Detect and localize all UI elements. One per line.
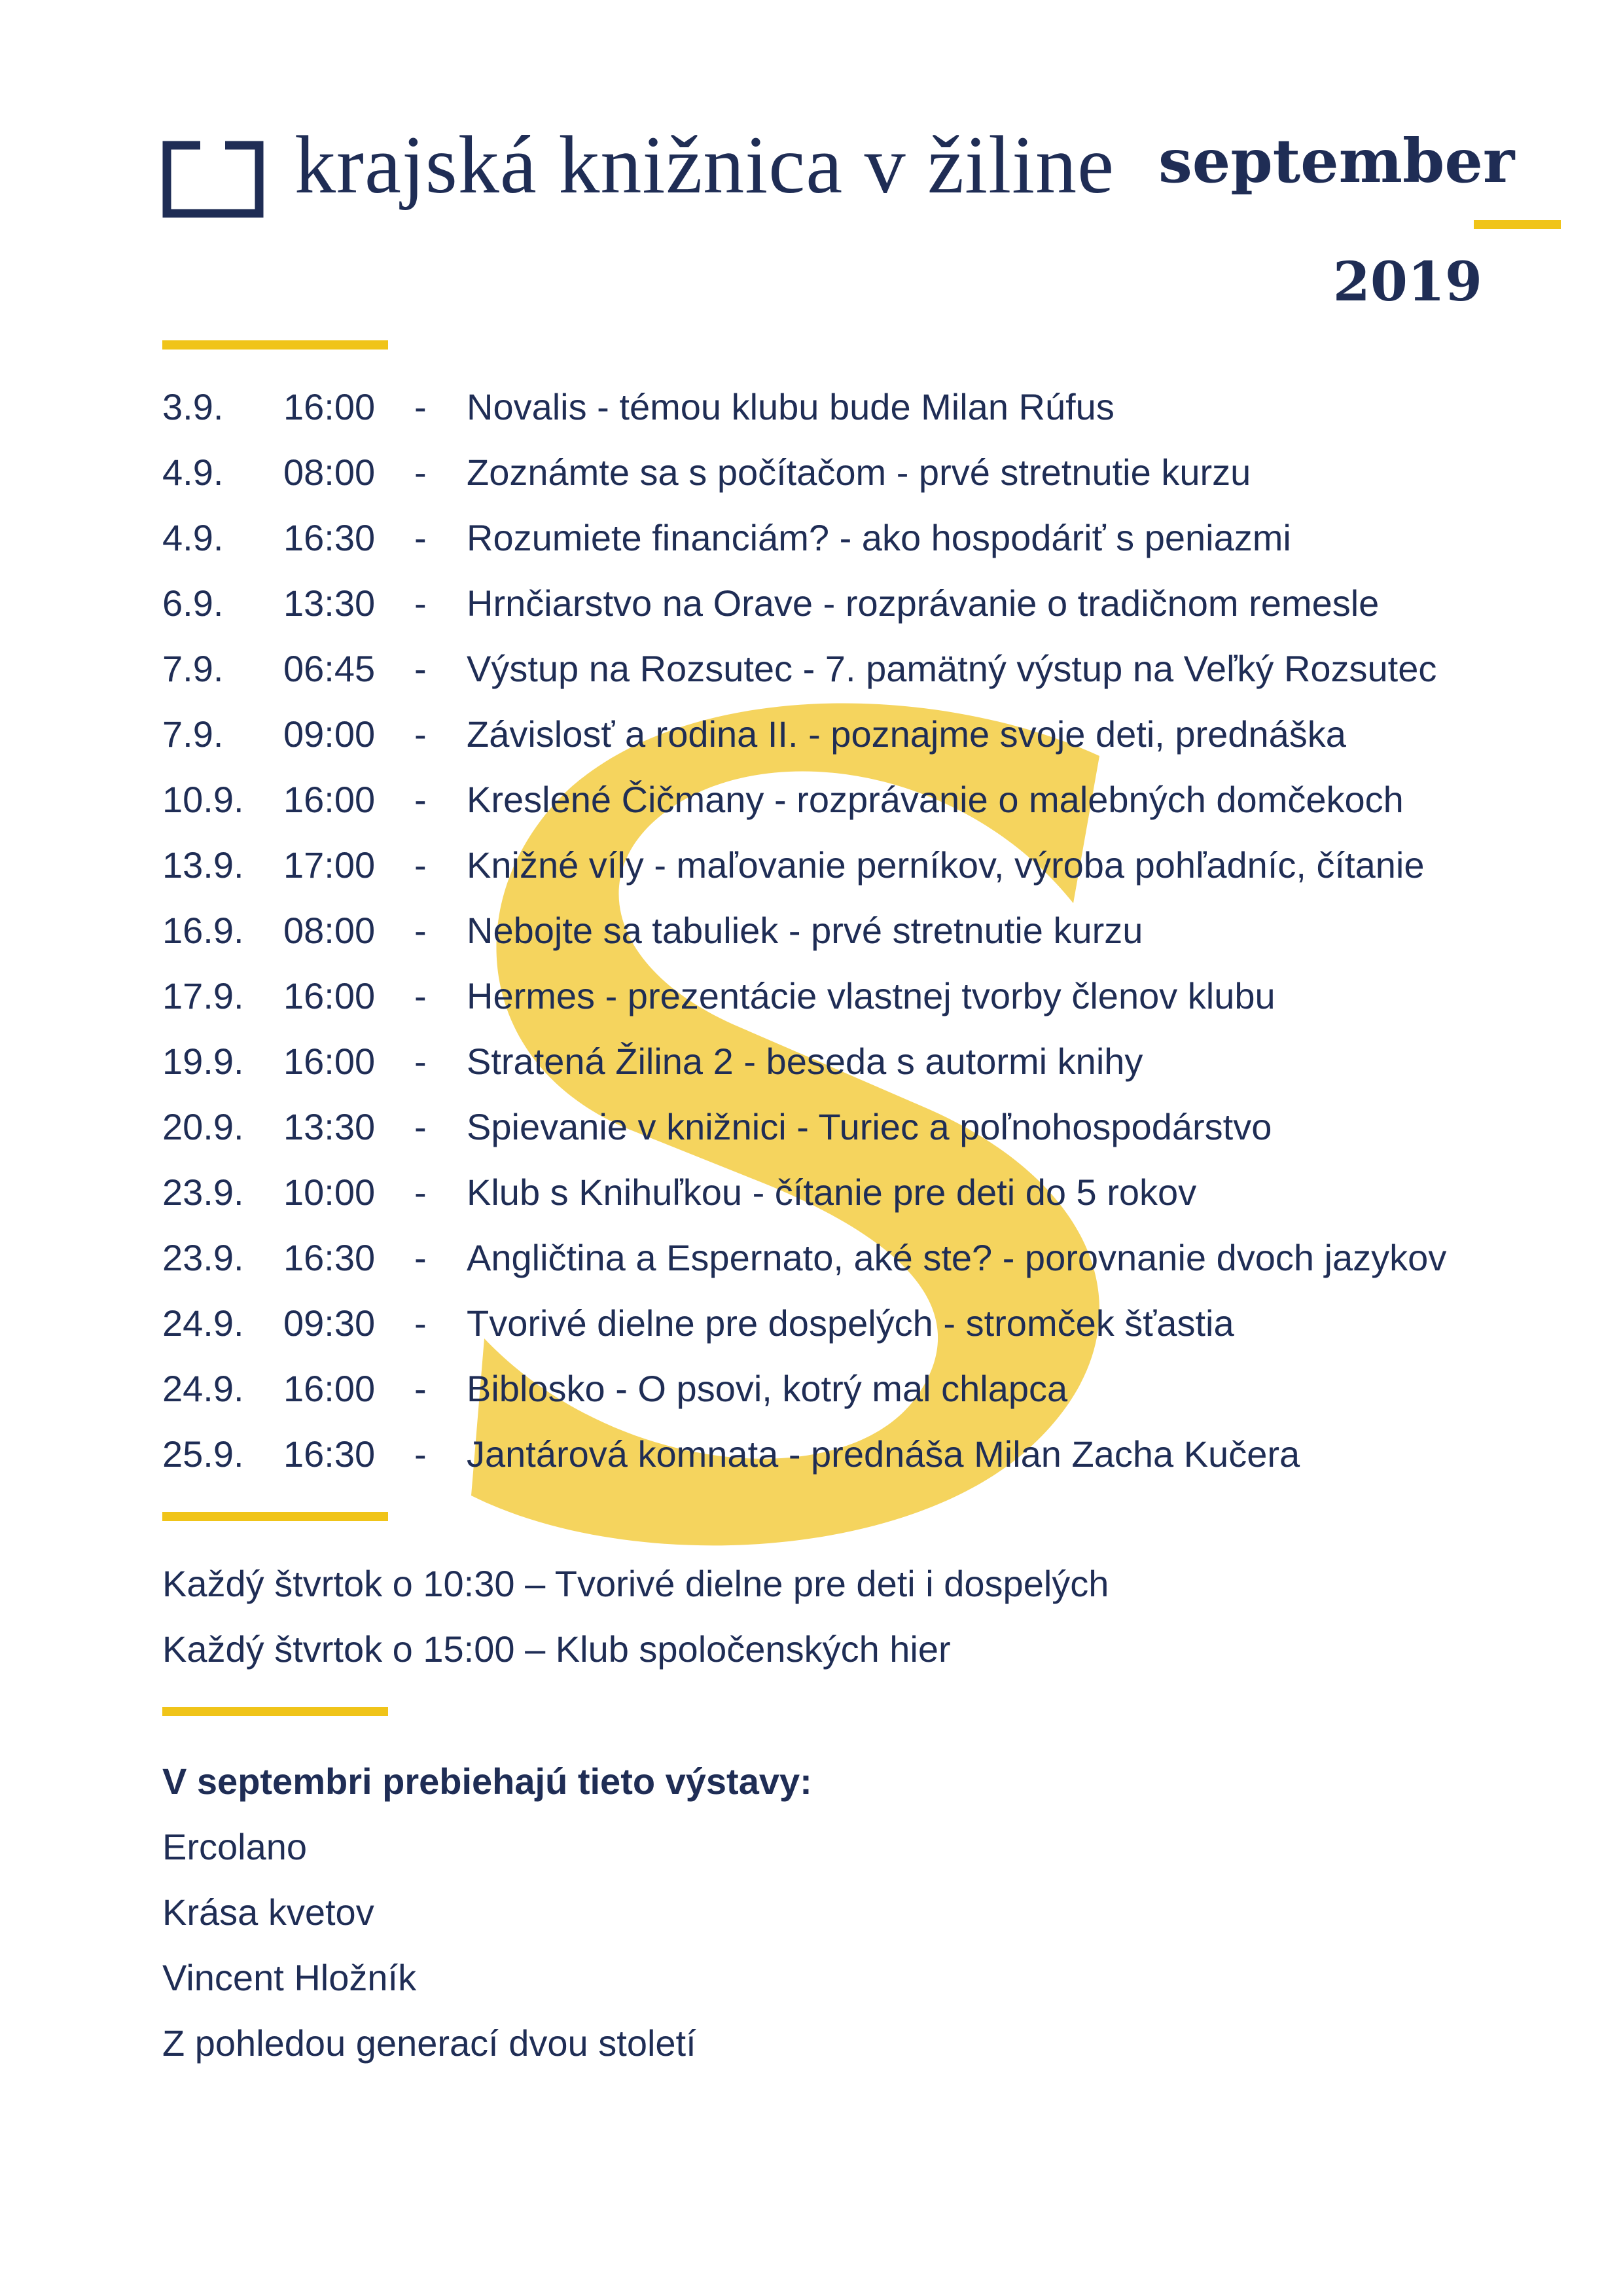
event-row (162, 1225, 1446, 1291)
event-time: 16:30 (283, 517, 376, 558)
event-row (162, 636, 1446, 702)
event-date: 25.9. (162, 1433, 244, 1475)
event-separator: - (414, 1041, 427, 1082)
event-row (162, 898, 1446, 963)
event-date: 6.9. (162, 583, 224, 624)
event-row (162, 1422, 1446, 1487)
month-underline (1474, 220, 1561, 229)
event-separator: - (414, 1106, 427, 1147)
exhibition-item: Krása kvetov (162, 1892, 374, 1933)
event-separator: - (414, 452, 427, 493)
event-row (162, 702, 1446, 767)
event-time: 17:00 (283, 844, 376, 886)
event-time: 08:00 (283, 452, 376, 493)
event-time: 10:00 (283, 1172, 376, 1213)
event-row (162, 440, 1446, 505)
event-date: 7.9. (162, 713, 224, 755)
event-time: 09:30 (283, 1302, 376, 1344)
event-date: 3.9. (162, 386, 224, 427)
event-title: Novalis - témou klubu bude Milan Rúfus (467, 386, 1115, 427)
event-separator: - (414, 713, 427, 755)
event-time: 16:00 (283, 975, 376, 1016)
event-title: Hrnčiarstvo na Orave - rozprávanie o tradičnom remesle (467, 583, 1380, 624)
event-time: 08:00 (283, 910, 376, 951)
event-separator: - (414, 779, 427, 820)
event-title: Kreslené Čičmany - rozprávanie o malebných domčekoch (467, 779, 1404, 820)
event-time: 16:00 (283, 386, 376, 427)
month-label: september (1158, 126, 1515, 196)
event-separator: - (414, 910, 427, 951)
event-time: 16:00 (283, 779, 376, 820)
event-title: Výstup na Rozsutec - 7. pamätný výstup na Veľký Rozsutec (467, 648, 1437, 689)
event-time: 13:30 (283, 1106, 376, 1147)
event-time: 16:30 (283, 1433, 376, 1475)
event-date: 23.9. (162, 1237, 244, 1278)
event-date: 20.9. (162, 1106, 244, 1147)
event-date: 24.9. (162, 1302, 244, 1344)
event-time: 16:00 (283, 1041, 376, 1082)
divider-weekly (162, 1707, 388, 1716)
event-date: 10.9. (162, 779, 244, 820)
event-list (162, 374, 1446, 1487)
event-time: 16:30 (283, 1237, 376, 1278)
year-label: 2019 (1332, 251, 1482, 314)
weekly-events (162, 1551, 1109, 1682)
event-time: 09:00 (283, 713, 376, 755)
event-title: Zoznámte sa s počítačom - prvé stretnutie kurzu (467, 452, 1251, 493)
exhibitions-heading: V septembri prebiehajú tieto výstavy: (162, 1761, 812, 1802)
event-row (162, 571, 1446, 636)
event-row (162, 1356, 1446, 1422)
event-row (162, 1160, 1446, 1225)
event-row (162, 505, 1446, 571)
open-square-icon (162, 141, 264, 218)
event-row (162, 1029, 1446, 1094)
event-title: Spievanie v knižnici - Turiec a poľnohospodárstvo (467, 1106, 1272, 1147)
event-separator: - (414, 975, 427, 1016)
event-separator: - (414, 1237, 427, 1278)
event-title: Tvorivé dielne pre dospelých - stromček šťastia (467, 1302, 1234, 1344)
event-title: Nebojte sa tabuliek - prvé stretnutie kurzu (467, 910, 1143, 951)
event-date: 16.9. (162, 910, 244, 951)
event-date: 24.9. (162, 1368, 244, 1409)
event-row (162, 963, 1446, 1029)
event-date: 13.9. (162, 844, 244, 886)
event-title: Stratená Žilina 2 - beseda s autormi knihy (467, 1041, 1143, 1082)
event-date: 4.9. (162, 452, 224, 493)
event-title: Biblosko - O psovi, kotrý mal chlapca (467, 1368, 1068, 1409)
event-separator: - (414, 517, 427, 558)
event-date: 23.9. (162, 1172, 244, 1213)
divider-events (162, 1512, 388, 1521)
exhibition-item: Z pohledou generací dvou století (162, 2022, 696, 2064)
event-title: Rozumiete financiám? - ako hospodáriť s peniazmi (467, 517, 1291, 558)
event-separator: - (414, 1172, 427, 1213)
event-title: Angličtina a Espernato, aké ste? - porovnanie dvoch jazykov (467, 1237, 1447, 1278)
event-row (162, 374, 1446, 440)
event-date: 4.9. (162, 517, 224, 558)
event-date: 19.9. (162, 1041, 244, 1082)
weekly-event: Každý štvrtok o 15:00 – Klub spoločenských hier (162, 1628, 951, 1670)
event-title: Závislosť a rodina II. - poznajme svoje deti, prednáška (467, 713, 1346, 755)
event-title: Knižné víly - maľovanie perníkov, výroba pohľadníc, čítanie (467, 844, 1425, 886)
event-row (162, 1291, 1446, 1356)
divider-top (162, 340, 388, 350)
event-title: Jantárová komnata - prednáša Milan Zacha Kučera (467, 1433, 1300, 1475)
event-separator: - (414, 844, 427, 886)
event-title: Hermes - prezentácie vlastnej tvorby členov klubu (467, 975, 1275, 1016)
event-date: 7.9. (162, 648, 224, 689)
event-separator: - (414, 583, 427, 624)
event-separator: - (414, 1302, 427, 1344)
event-time: 13:30 (283, 583, 376, 624)
weekly-event: Každý štvrtok o 10:30 – Tvorivé dielne pre deti i dospelých (162, 1563, 1109, 1604)
event-row (162, 1094, 1446, 1160)
event-date: 17.9. (162, 975, 244, 1016)
event-separator: - (414, 1433, 427, 1475)
exhibition-item: Ercolano (162, 1826, 308, 1867)
event-row (162, 767, 1446, 833)
exhibition-list (162, 1814, 696, 2076)
event-separator: - (414, 648, 427, 689)
exhibition-item: Vincent Hložník (162, 1957, 417, 1998)
event-separator: - (414, 1368, 427, 1409)
event-title: Klub s Knihuľkou - čítanie pre deti do 5 rokov (467, 1172, 1197, 1213)
library-name: krajská knižnica v žiline (294, 120, 1115, 211)
event-row (162, 833, 1446, 898)
event-separator: - (414, 386, 427, 427)
event-time: 06:45 (283, 648, 376, 689)
event-time: 16:00 (283, 1368, 376, 1409)
